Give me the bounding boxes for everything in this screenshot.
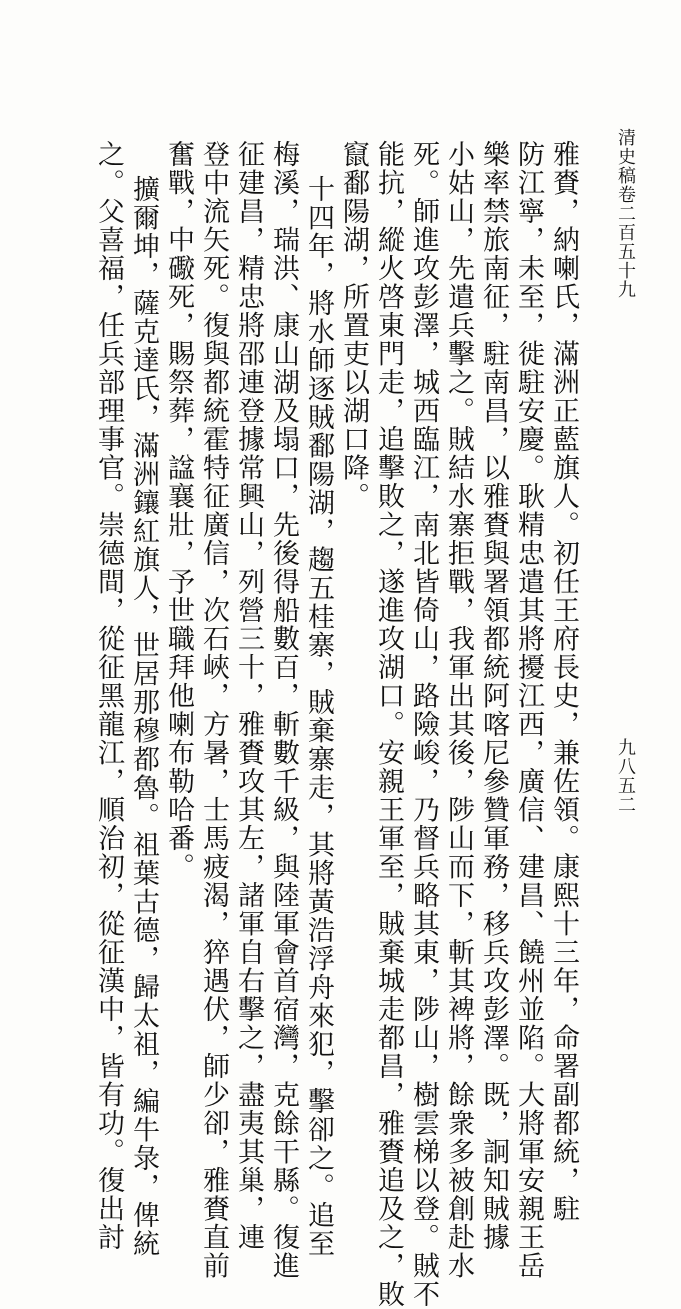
text-column: 登中流矢死。復與都統霍特征廣信，次石峽，方暑，士馬疲渴，猝遇伏，師少卻，雅賚直前 bbox=[198, 140, 229, 1280]
text-column: 十四年，將水師逐賊鄱陽湖，趨五桂寨，賊棄寨走，其將黃浩浮舟來犯，擊卻之。追至 bbox=[303, 175, 334, 1258]
text-column: 梅溪，瑞洪、康山湖及塌口，先後得船數百，斬數千級，與陸軍會首宿灣，克餘干縣。復進 bbox=[268, 140, 299, 1280]
text-column: 雅賚，納喇氏，滿洲正藍旗人。初任王府長史，兼佐領。康熙十三年，命署副都統，駐 bbox=[548, 140, 579, 1223]
text-column: 擴爾坤，薩克達氏，滿洲鑲紅旗人，世居那穆都魯。祖葉古德，歸太祖，編牛彔，俾統 bbox=[128, 175, 159, 1258]
text-column: 能抗，縱火啓東門走，追擊敗之，遂進攻湖口。安親王軍至，賊棄城走都昌，雅賚追及之，敗 bbox=[373, 140, 404, 1309]
text-column: 奮戰，中礮死，賜祭葬，諡襄壯，予世職拜他喇布勒哈番。 bbox=[163, 140, 194, 881]
text-column: 之。父喜福，任兵部理事官。崇德間，從征黑龍江，順治初，從征漢中，皆有功。復出討 bbox=[93, 140, 124, 1252]
page-number: 九八五二 bbox=[615, 738, 636, 814]
text-column: 樂率禁旅南征，駐南昌，以雅賚與署領都統阿喀尼參贊軍務，移兵攻彭澤。既，詗知賊據 bbox=[478, 140, 509, 1252]
text-column: 小姑山，先遣兵擊之。賊結水寨拒戰，我軍出其後，陟山而下，斬其裨將，餘衆多被創赴水 bbox=[443, 140, 474, 1280]
text-column: 征建昌，精忠將邵連登據常興山，列營三十，雅賚攻其左，諸軍自右擊之，盡夷其巢，連 bbox=[233, 140, 264, 1252]
text-column: 防江寧，未至，徙駐安慶。耿精忠遣其將擾江西，廣信、建昌、饒州並陷。大將軍安親王岳 bbox=[513, 140, 544, 1280]
text-column: 竄鄱陽湖，所置吏以湖口降。 bbox=[338, 140, 369, 511]
running-header-title: 清史稿卷二百五十九 bbox=[615, 128, 636, 299]
text-column: 死。師進攻彭澤，城西臨江，南北皆倚山，路險峻，乃督兵略其東，陟山，樹雲梯以登。賊不 bbox=[408, 140, 439, 1309]
